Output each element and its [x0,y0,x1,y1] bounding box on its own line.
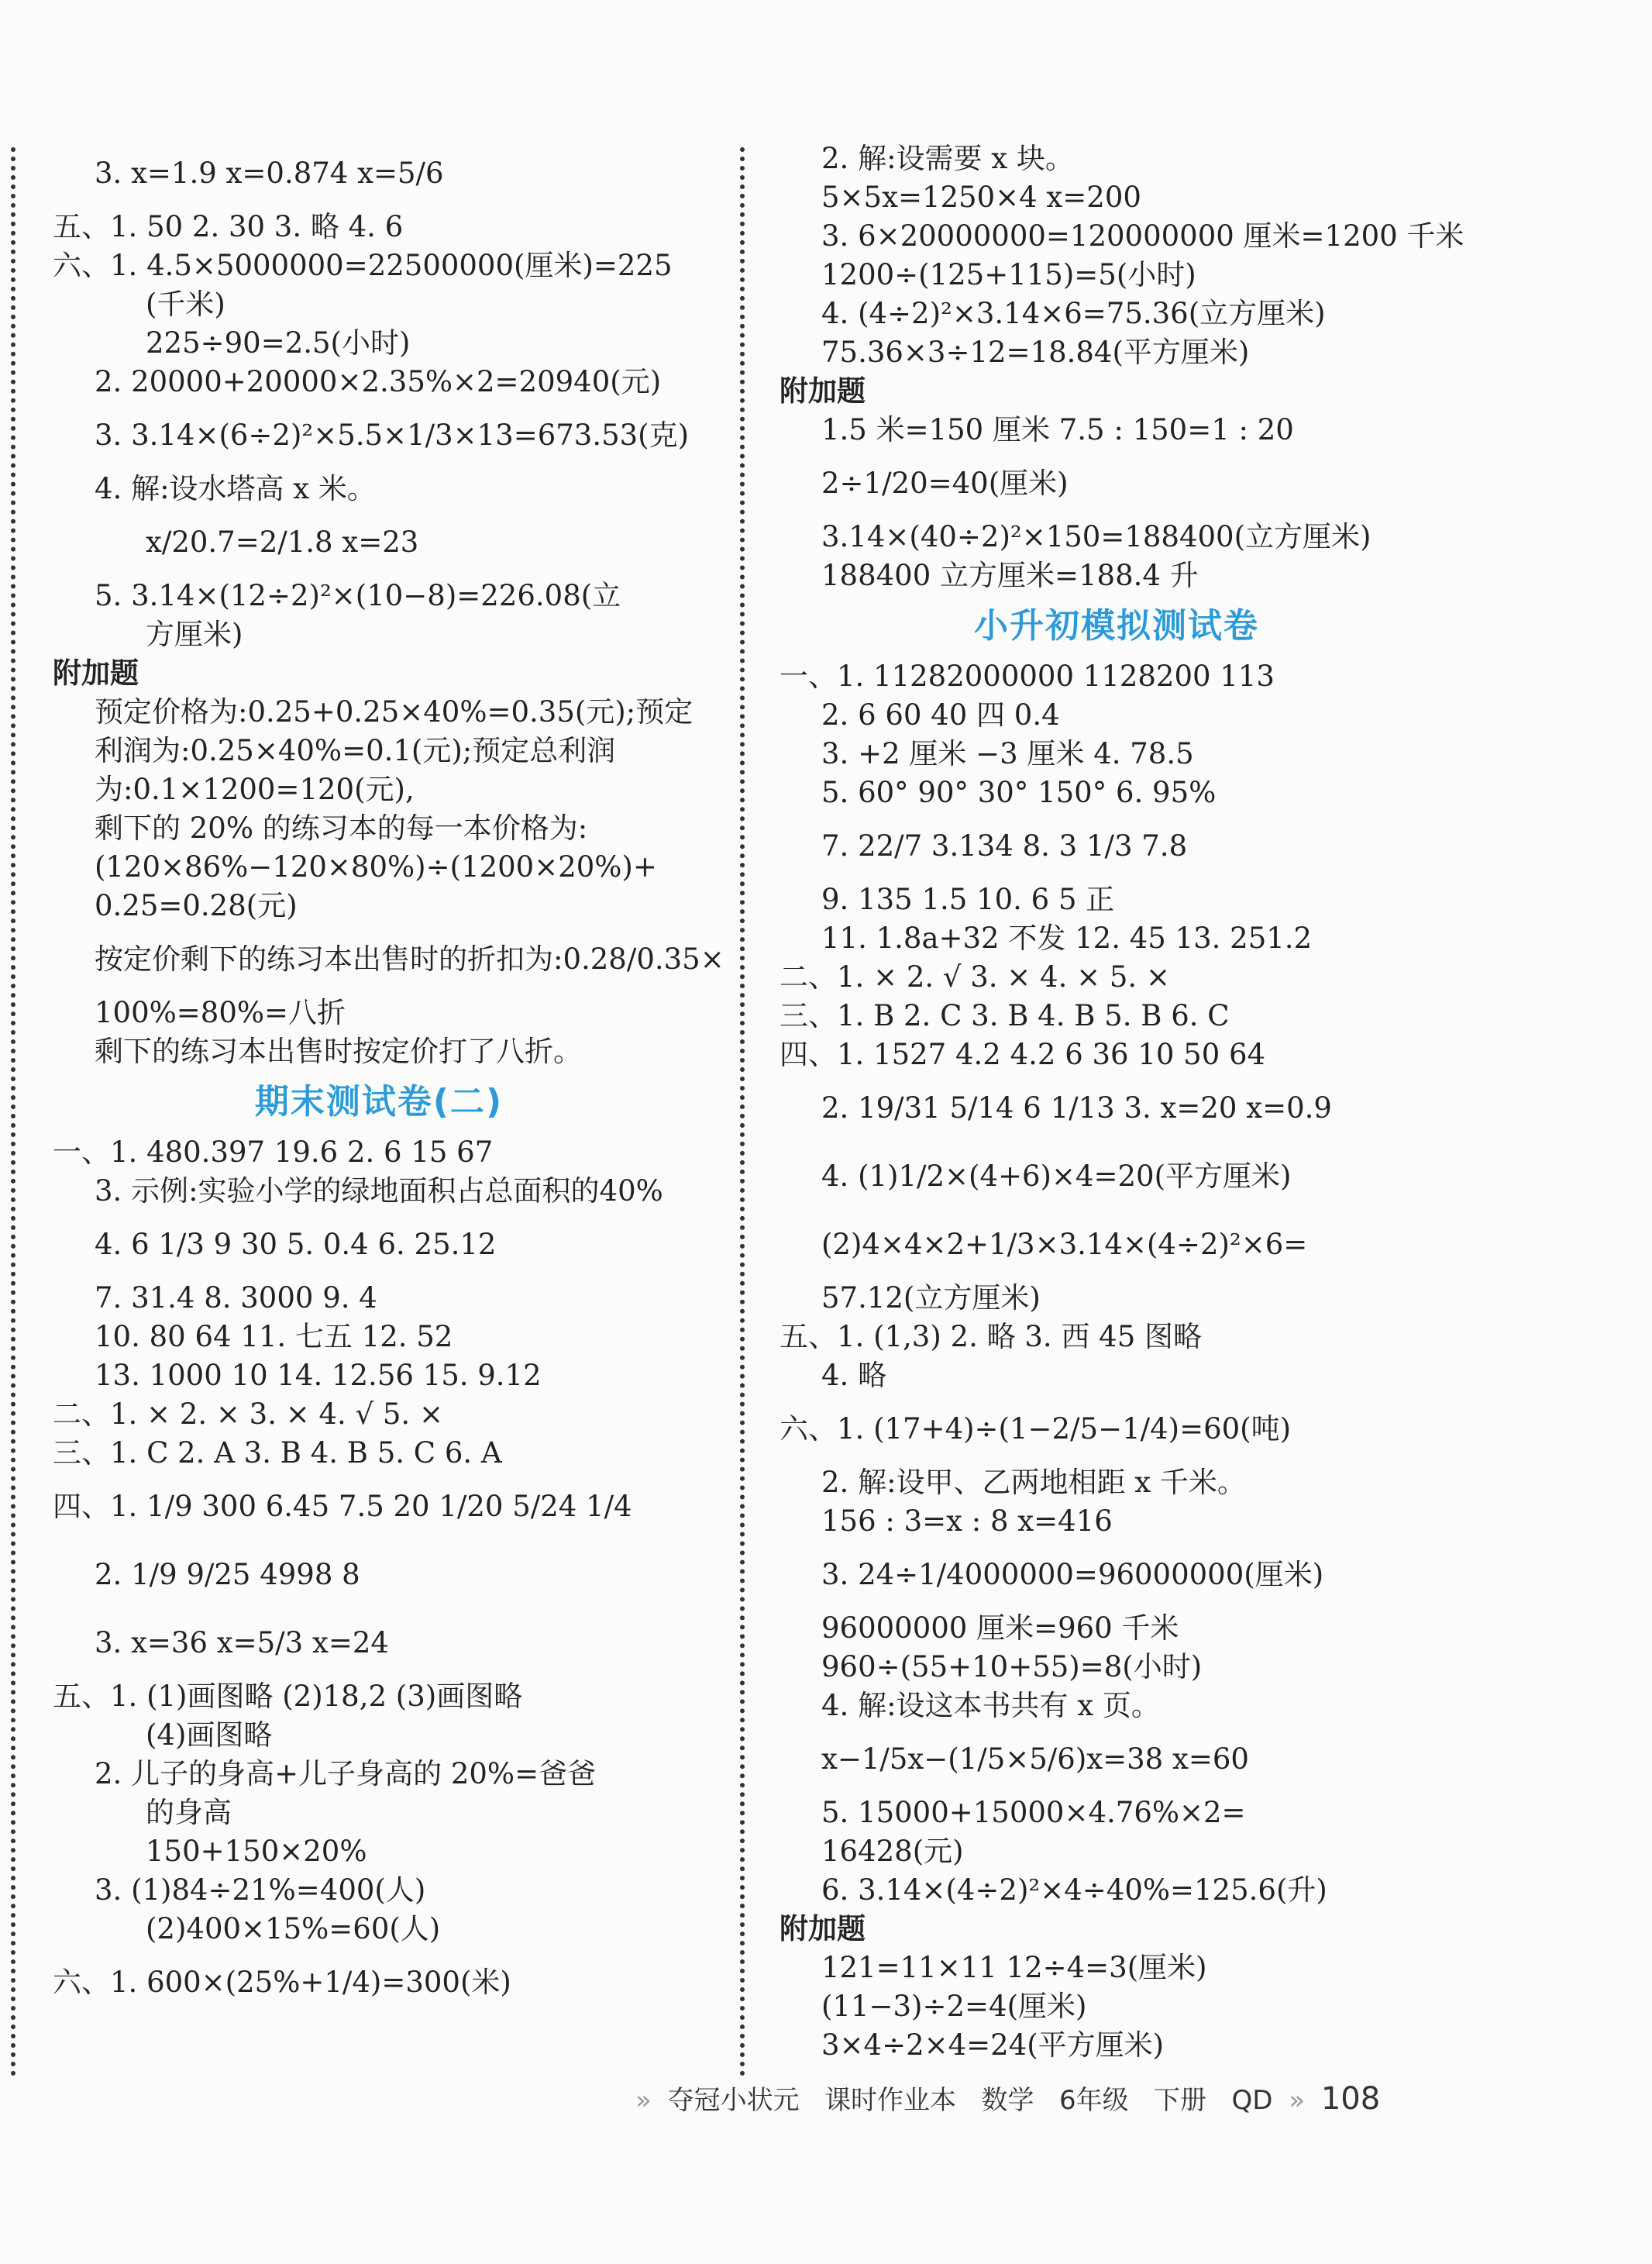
answer-line: 75.36×3÷12=18.84(平方厘米) [821,336,1250,369]
answer-line: 四、1. 1527 4.2 4.2 6 36 10 50 64 [780,1038,1266,1071]
answer-line: 100%=80%=八折 [95,996,346,1029]
answer-line: 2÷1/20=40(厘米) [821,467,1069,500]
answer-line: 3. x=1.9 x=0.874 x=5/6 [95,157,444,190]
answer-line: 4. 6 1/3 9 30 5. 0.4 6. 25.12 [95,1228,497,1261]
answer-line: 7. 22/7 3.134 8. 3 1/3 7.8 [821,829,1188,863]
answer-line: 三、1. C 2. A 3. B 4. B 5. C 6. A [53,1436,502,1470]
answer-line: x/20.7=2/1.8 x=23 [146,526,419,559]
left-margin-dots [11,147,15,2077]
answer-line: 1200÷(125+115)=5(小时) [821,258,1196,291]
section-title: 小升初模拟测试卷 [974,606,1259,646]
answer-line: 188400 立方厘米=188.4 升 [821,559,1199,592]
answer-line: 的身高 [146,1796,232,1829]
answer-line: (120×86%−120×80%)÷(1200×20%)+ [95,850,657,884]
answer-line: 2. 儿子的身高+儿子身高的 20%=爸爸 [95,1757,597,1790]
page-footer [628,2079,1380,2117]
answer-line: 3×4÷2×4=24(平方厘米) [821,2028,1165,2062]
answer-line: 剩下的 20% 的练习本的每一本价格为: [95,812,588,845]
answer-line: 2. 20000+20000×2.35%×2=20940(元) [95,365,662,398]
answer-line: (4)画图略 [146,1718,273,1752]
answer-line: 二、1. × 2. √ 3. × 4. × 5. × [780,960,1170,994]
answer-line: 2. 1/9 9/25 4998 8 [95,1558,360,1591]
answer-line: 二、1. × 2. × 3. × 4. √ 5. × [53,1397,443,1431]
footer-subject: 数学 [981,2085,1034,2116]
answer-line: 2. 6 60 40 四 0.4 [821,698,1060,732]
answer-line: 10. 80 64 11. 七五 12. 52 [95,1320,453,1353]
answer-line: 150+150×20% [146,1835,367,1868]
footer-brand: 夺冠小状元 [667,2085,800,2116]
answer-line: 5. 60° 90° 30° 150° 6. 95% [821,776,1217,809]
answer-line: 剩下的练习本出售时按定价打了八折。 [95,1035,582,1068]
answer-line: 2. 19/31 5/14 6 1/13 3. x=20 x=0.9 [821,1091,1332,1125]
answer-line: 6. 3.14×(4÷2)²×4÷40%=125.6(升) [821,1873,1327,1907]
answer-line: 4. 略 [821,1359,887,1392]
answer-line: 3. x=36 x=5/3 x=24 [95,1626,389,1659]
answer-line: 5. 3.14×(12÷2)²×(10−8)=226.08(立 [95,579,621,612]
column-divider-dots [740,147,745,2077]
footer-book: 课时作业本 [824,2085,957,2116]
answer-line: 为:0.1×1200=120(元), [95,773,415,806]
answer-line: 五、1. (1)画图略 (2)18,2 (3)画图略 [53,1680,523,1713]
answer-line: 五、1. (1,3) 2. 略 3. 西 45 图略 [780,1320,1203,1353]
section-heading: 附加题 [780,374,866,408]
answer-line: 121=11×11 12÷4=3(厘米) [821,1951,1207,1984]
chevron-icon: » [635,2085,652,2116]
footer-volume: 下册 [1154,2085,1207,2116]
answer-line: 六、1. 4.5×5000000=22500000(厘米)=225 [53,249,673,282]
answer-line: (2)4×4×2+1/3×3.14×(4÷2)²×6= [821,1228,1308,1261]
answer-line: 一、1. 480.397 19.6 2. 6 15 67 [53,1135,494,1169]
answer-line: 3. 示例:实验小学的绿地面积占总面积的40% [95,1174,663,1208]
answer-line: 13. 1000 10 14. 12.56 15. 9.12 [95,1359,542,1392]
answer-line: x−1/5x−(1/5×5/6)x=38 x=60 [821,1742,1249,1776]
answer-line: 4. (1)1/2×(4+6)×4=20(平方厘米) [821,1160,1292,1193]
answer-line: 一、1. 11282000000 1128200 113 [780,660,1275,693]
answer-line: 三、1. B 2. C 3. B 4. B 5. B 6. C [780,999,1230,1032]
answer-line: 11. 1.8a+32 不发 12. 45 13. 251.2 [821,922,1313,955]
answer-line: 1.5 米=150 厘米 7.5 : 150=1 : 20 [821,413,1294,446]
left-column [53,140,724,2017]
answer-line: (2)400×15%=60(人) [146,1912,441,1945]
answer-line: 3. 24÷1/4000000=96000000(厘米) [821,1558,1324,1591]
answer-line: 四、1. 1/9 300 6.45 7.5 20 1/20 5/24 1/4 [53,1490,632,1523]
answer-line: 57.12(立方厘米) [821,1281,1041,1315]
answer-line: 按定价剩下的练习本出售时的折扣为:0.28/0.35× [95,942,724,976]
answer-line: 5×5x=1250×4 x=200 [821,181,1141,214]
answer-line: 六、1. (17+4)÷(1−2/5−1/4)=60(吨) [780,1412,1292,1446]
answer-line: 156 : 3=x : 8 x=416 [821,1504,1113,1538]
answer-line: 方厘米) [146,618,243,651]
answer-line: 五、1. 50 2. 30 3. 略 4. 6 [53,210,404,243]
answer-line: 预定价格为:0.25+0.25×40%=0.35(元);预定 [95,695,693,729]
answer-line: 六、1. 600×(25%+1/4)=300(米) [53,1966,511,1999]
answer-line: 9. 135 1.5 10. 6 5 正 [821,883,1115,916]
answer-line: 4. 解:设水塔高 x 米。 [95,472,376,505]
section-heading: 附加题 [780,1912,866,1945]
section-title: 期末测试卷(二) [254,1082,504,1122]
answer-line: 960÷(55+10+55)=8(小时) [821,1650,1203,1683]
answer-line: 16428(元) [821,1835,964,1868]
answer-line: 2. 解:设甲、乙两地相距 x 千米。 [821,1466,1246,1499]
answer-line: (千米) [146,288,225,321]
right-column [780,140,1464,2065]
answer-line: 3. 6×20000000=120000000 厘米=1200 千米 [821,219,1464,253]
answer-line: 3.14×(40÷2)²×150=188400(立方厘米) [821,520,1372,553]
answer-line: 4. (4÷2)²×3.14×6=75.36(立方厘米) [821,297,1326,330]
answer-line: 5. 15000+15000×4.76%×2= [821,1796,1246,1829]
answer-line: (11−3)÷2=4(厘米) [821,1990,1087,2023]
answer-line: 2. 解:设需要 x 块。 [821,142,1074,175]
chevron-icon: » [1289,2085,1306,2116]
answer-line: 3. 3.14×(6÷2)²×5.5×1/3×13=673.53(克) [95,419,690,452]
section-heading: 附加题 [53,656,139,690]
answer-line: 3. +2 厘米 −3 厘米 4. 78.5 [821,737,1194,770]
answer-line: 96000000 厘米=960 千米 [821,1611,1179,1645]
page-number: 108 [1320,2081,1381,2117]
answer-line: 4. 解:设这本书共有 x 页。 [821,1689,1160,1722]
footer-edition: QD [1231,2085,1273,2116]
answer-line: 7. 31.4 8. 3000 9. 4 [95,1281,377,1315]
answer-line: 利润为:0.25×40%=0.1(元);预定总利润 [95,734,616,767]
answer-line: 225÷90=2.5(小时) [146,326,411,360]
answer-line: 0.25=0.28(元) [95,889,298,922]
footer-grade: 6年级 [1058,2085,1129,2116]
answer-line: 3. (1)84÷21%=400(人) [95,1873,426,1907]
